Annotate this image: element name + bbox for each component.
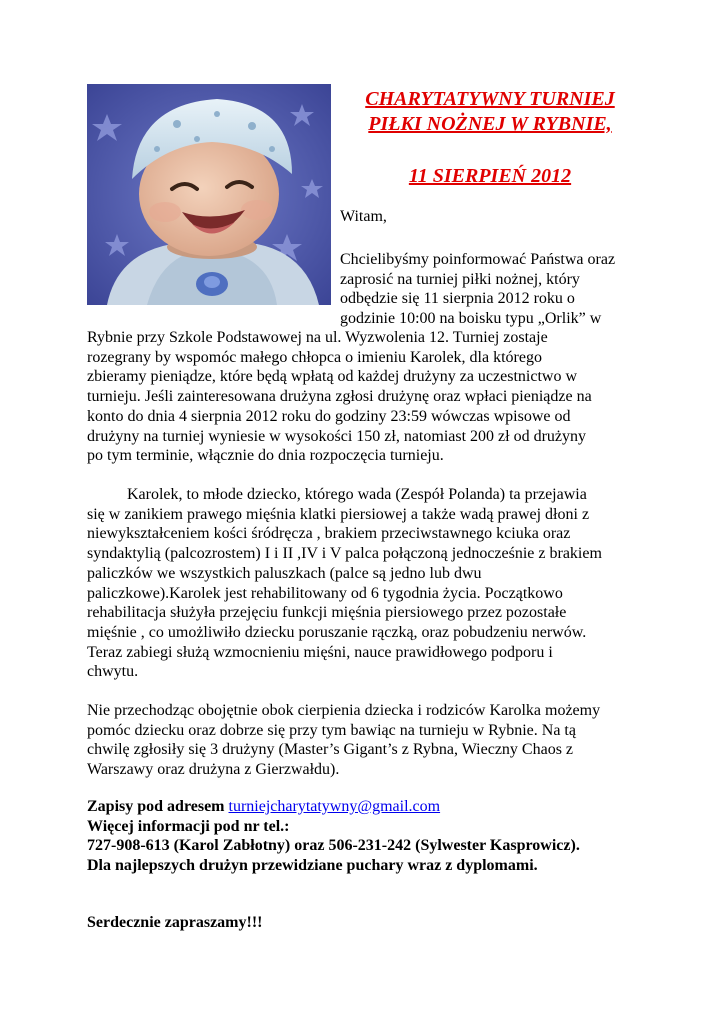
paragraph-tournament-info [87,328,647,466]
phones-line: 727-908-613 (Karol Zabłotny) oraz 506-231-242 (Sylwester Kasprowicz). [87,837,580,855]
paragraph-line: drużyny na turniej wyniesie w wysokości 150 zł, natomiast 200 zł od drużyny [87,427,587,445]
paragraph-line: mięśnie , co umożliwiło dziecku poruszanie rączką, oraz pobudzeniu nerwów. [87,623,587,641]
closing: Serdecznie zapraszamy!!! [87,914,263,931]
paragraph-line: rozegrany by wspomóc małego chłopca o imieniu Karolek, dla którego [87,348,542,366]
paragraph-line: Teraz zabiegi służą wzmocnieniu mięśni, nauce prawidłowego podporu i [87,643,553,661]
intro-text [340,250,640,329]
paragraph-line: po tym terminie, włącznie do dnia rozpoczęcia turnieju. [87,447,444,465]
paragraph-line: Rybnie przy Szkole Podstawowej na ul. Wyzwolenia 12. Turniej zostaje [87,329,548,346]
prizes-line: Dla najlepszych drużyn przewidziane puchary wraz z dyplomami. [87,857,538,875]
contact-section [87,797,647,876]
paragraph-line: paliczkowe).Karolek jest rehabilitowany od 6 tygodnia życia. Początkowo [87,584,563,602]
paragraph-line: syndaktylią (palcozrostem) I i II ,IV i V palca połączoną jednocześnie z brakiem [87,545,602,563]
paragraph-line: zbieramy pieniądze, które będą wpłatą od każdej drużyny za uczestnictwo w [87,368,578,386]
intro-line: godzinie 10:00 na boisku typu „Orlik” w [340,310,602,328]
baby-photo [87,84,331,305]
paragraph-appeal [87,701,647,780]
paragraph-line: konto do dnia 4 sierpnia 2012 roku do godziny 23:59 wówczas wpisowe od [87,407,571,425]
paragraph-line: paliczków we wszystkich paluszkach (palce są jedno lub dwu [87,564,482,582]
intro-line: odbędzie się 11 sierpnia 2012 roku o [340,290,575,308]
intro-line: Chcielibyśmy poinformować Państwa oraz [340,251,616,268]
intro-line: zaprosić na turniej piłki nożnej, który [340,270,580,288]
title-line-1: CHARYTATYWNY TURNIEJ [365,88,615,110]
paragraph-line: turnieju. Jeśli zainteresowana drużyna zgłosi drużynę oraz wpłaci pieniądze na [87,388,592,406]
email-link[interactable]: turniejcharytatywny@gmail.com [228,798,441,815]
signup-label: Zapisy pod adresem [87,798,229,815]
paragraph-line: chwytu. [87,663,139,681]
signup-line [87,797,647,817]
paragraph-line: Karolek, to młode dziecko, którego wada (Zespół Polanda) ta przejawia [87,486,587,503]
paragraph-line: rehabilitacja służyła przejęciu funkcji mięśnia piersiowego przez pozostałe [87,604,567,622]
paragraph-line: chwilę zgłosiły się 3 drużyny (Master’s Gigant’s z Rybna, Wieczny Chaos z [87,741,574,759]
title-date: 11 SIERPIEŃ 2012 [408,165,572,187]
paragraph-karolek [87,485,647,682]
more-info-line: Więcej informacji pod nr tel.: [87,817,290,835]
paragraph-line: Warszawy oraz drużyna z Gierzwałdu). [87,761,340,779]
title-line-2: PIŁKI NOŻNEJ W RYBNIE, [368,113,612,135]
paragraph-line: się w zanikiem prawego mięśnia klatki piersiowej a także wadą prawej dłoni z [87,505,590,523]
paragraph-line: Nie przechodząc obojętnie obok cierpienia dziecka i rodziców Karolka możemy [87,702,601,719]
greeting: Witam, [340,208,387,225]
paragraph-line: niewykształceniem kości śródręcza , brakiem przeciwstawnego kciuka oraz [87,525,571,543]
paragraph-line: pomóc dziecku oraz dobrze się przy tym bawiąc na turnieju w Rybnie. Na tą [87,721,576,739]
